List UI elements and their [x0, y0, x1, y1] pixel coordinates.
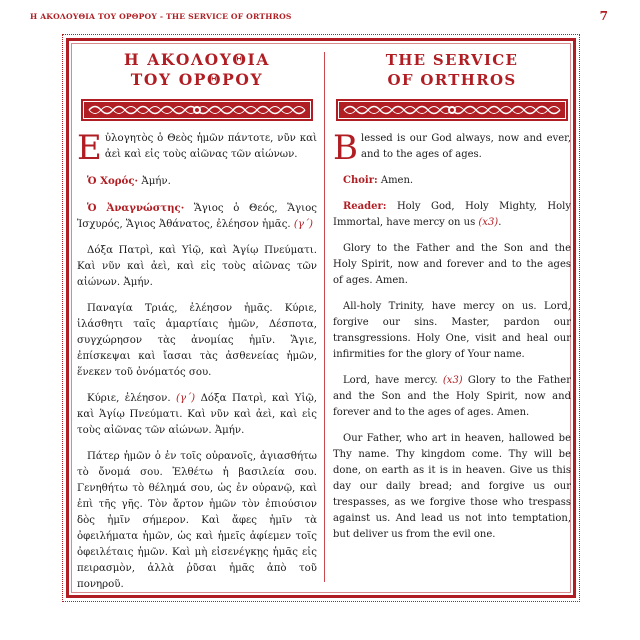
ornament-banner-icon — [81, 97, 313, 123]
greek-reader-label: Ὁ Ἀναγνώστης· — [87, 202, 185, 214]
english-title-line1: THE SERVICE — [385, 51, 519, 69]
english-verse-6 — [333, 373, 571, 421]
greek-title — [77, 50, 317, 90]
greek-verse-3-text: Ἅγιος ὁ Θεός, Ἅγιος Ἰσχυρός, Ἅγιος Ἀθάνατος, ἐλέησον ἡμᾶς. — [77, 203, 317, 230]
english-verse-2 — [333, 173, 571, 189]
running-title: Η ΑΚΟΛΟΥΘΙΑ ΤΟΥ ΟΡΘΡΟΥ - THE SERVICE OF ORTHROS — [30, 12, 292, 21]
greek-verse-2-text: Ἀμήν. — [138, 176, 171, 187]
greek-verse-4: Δόξα Πατρὶ, καὶ Υἱῷ, καὶ Ἁγίῳ Πνεύματι. Καὶ νῦν καὶ ἀεὶ, καὶ εἰς τοὺς αἰῶνας τῶν αἰώνων. Ἀμήν. — [77, 245, 317, 288]
english-title-line2: OF ORTHROS — [387, 71, 517, 89]
greek-verse-6-text-b: Δόξα Πατρὶ, καὶ Υἱῷ, καὶ Ἁγίῳ Πνεύματι. Καὶ νῦν καὶ ἀεὶ, καὶ εἰς τοὺς αἰῶνας τῶν αἰώνων. Ἀμήν. — [77, 393, 317, 436]
english-reader-label: Reader: — [343, 201, 387, 212]
column-divider — [324, 52, 325, 582]
english-verse-1 — [333, 128, 571, 168]
greek-verse-5: Παναγία Τριάς, ἐλέησον ἡμᾶς. Κύριε, ἱλάσθητι ταῖς ἁμαρτίαις ἡμῶν, Δέσποτα, συγχώρησον τὰς ἀνομίας ἡμῖν. Ἅγιε, ἐπίσκεψαι καὶ ἴασαι τὰς ἀσθενείας ἡμῶν, ἕνεκεν τοῦ ὀνόματός σου. — [77, 303, 317, 378]
english-verse-7: Our Father, who art in heaven, hallowed be Thy name. Thy kingdom come. Thy will be done, on earth as it is in heaven. Give us this day our daily bread; and forgive us our trespasses, as we forgive those who trespass against us. And lead us not into temptation, but deliver us from the evil one. — [333, 433, 571, 540]
page-number: 7 — [599, 9, 608, 23]
english-choir-label: Choir: — [343, 175, 378, 186]
page-header — [30, 9, 608, 27]
english-verse-6-repeat: (x3) — [442, 375, 463, 386]
greek-verse-6-repeat: (γ´) — [176, 393, 196, 404]
greek-dropcap: Ε — [77, 128, 102, 168]
english-verse-3-text: Holy God, Holy Mighty, Holy Immortal, have mercy on us — [333, 201, 571, 228]
greek-verse-3-repeat: (γ´) — [293, 219, 314, 230]
english-verse-4: Glory to the Father and the Son and the Holy Spirit, now and forever and to the ages of ages. Amen. — [333, 243, 571, 286]
greek-title-line1: Η ΑΚΟΛΟΥΘΙΑ — [123, 50, 270, 69]
english-verse-3 — [333, 199, 571, 231]
greek-choir-label: Ὁ Χορός· — [87, 175, 139, 187]
english-verse-6-text-a: Lord, have mercy. — [343, 375, 443, 386]
english-verse-6-text-b: Glory to the Father and the Son and the Holy Spirit, now and forever and to the ages of ages. Amen. — [333, 375, 571, 418]
greek-column — [77, 50, 317, 603]
greek-verse-2 — [77, 173, 317, 190]
english-column — [333, 50, 571, 553]
greek-verse-7: Πάτερ ἡμῶν ὁ ἐν τοῖς οὐρανοῖς, ἁγιασθήτω τὸ ὄνομά σου. Ἐλθέτω ἡ βασιλεία σου. Γενηθήτω τὸ θέλημά σου, ὡς ἐν οὐρανῷ, καὶ ἐπὶ τῆς γῆς. Τὸν ἄρτον ἡμῶν τὸν ἐπιούσιον δὸς ἡμῖν σήμερον. Καὶ ἄφες ἡμῖν τὰ ὀφειλήματα ἡμῶν, ὡς καὶ ἡμεῖς ἀφίεμεν τοῖς ὀφειλέταις ἡμῶν. Καὶ μὴ εἰσενέγκῃς ἡμᾶς εἰς πειρασμὸν, ἀλλὰ ῥῦσαι ἡμᾶς ἀπὸ τοῦ πονηροῦ. — [77, 451, 317, 590]
english-verse-3-repeat: (x3) — [478, 217, 499, 228]
greek-title-line2: ΤΟΥ ΟΡΘΡΟΥ — [130, 70, 264, 89]
greek-verse-6-text-a: Κύριε, ἐλέησον. — [87, 393, 176, 404]
english-verse-3-end: . — [498, 217, 502, 228]
greek-verse-6 — [77, 391, 317, 439]
greek-verse-3 — [77, 200, 317, 233]
english-verse-1-text: lessed is our God always, now and ever, and to the ages of ages. — [361, 133, 571, 160]
english-title — [333, 50, 571, 90]
greek-verse-1-text: ὐλογητὸς ὁ Θεὸς ἡμῶν πάντοτε, νῦν καὶ ἀεὶ καὶ εἰς τοὺς αἰῶνας τῶν αἰώνων. — [104, 133, 317, 160]
ornament-banner-icon — [336, 97, 568, 123]
greek-verse-1 — [77, 128, 317, 168]
english-dropcap: B — [333, 128, 358, 168]
english-verse-2-text: Amen. — [377, 175, 414, 186]
english-verse-5: All-holy Trinity, have mercy on us. Lord, forgive our sins. Master, pardon our transgressions. Holy One, visit and heal our infirmities for the glory of Your name. — [333, 301, 571, 360]
